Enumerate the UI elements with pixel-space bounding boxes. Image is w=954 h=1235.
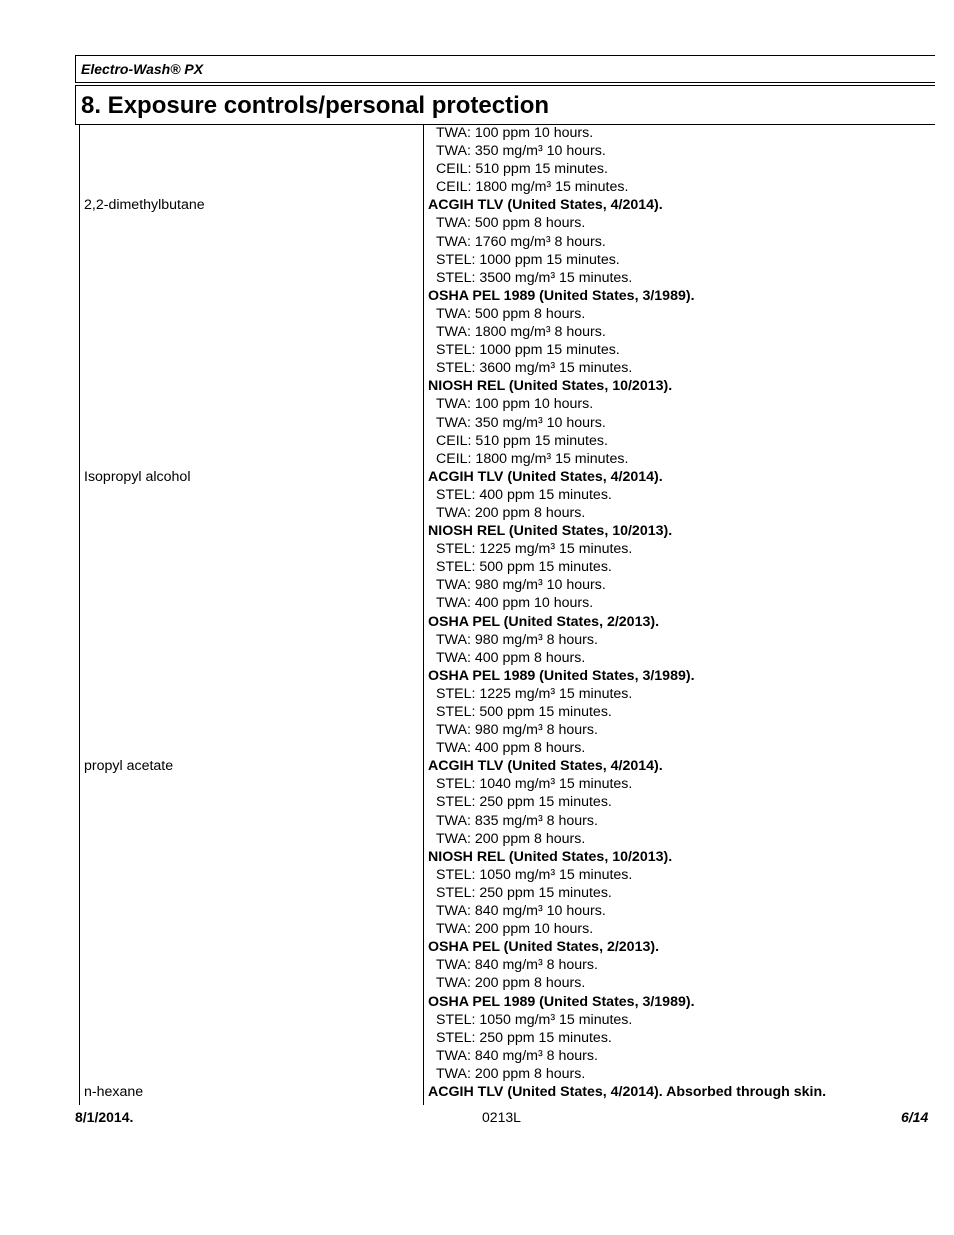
- footer-code: 0213L: [482, 1109, 521, 1125]
- exposure-limit: TWA: 350 mg/m³ 10 hours.: [436, 414, 606, 431]
- table-row: [0, 450, 954, 468]
- exposure-limit: TWA: 835 mg/m³ 8 hours.: [436, 812, 598, 829]
- exposure-limit: TWA: 980 mg/m³ 10 hours.: [436, 577, 606, 594]
- exposure-limit: TWA: 840 mg/m³ 8 hours.: [436, 1047, 598, 1064]
- regulatory-standard: ACGIH TLV (United States, 4/2014).: [428, 758, 663, 775]
- table-row: [0, 359, 954, 377]
- exposure-limit: STEL: 3500 mg/m³ 15 minutes.: [436, 269, 633, 286]
- regulatory-standard: ACGIH TLV (United States, 4/2014).: [428, 468, 663, 485]
- exposure-limit: STEL: 3600 mg/m³ 15 minutes.: [436, 360, 633, 377]
- table-row: [0, 974, 954, 992]
- exposure-limit: TWA: 100 ppm 10 hours.: [436, 125, 594, 141]
- exposure-limit: STEL: 1000 ppm 15 minutes.: [436, 251, 620, 268]
- section-title: 8. Exposure controls/personal protection: [81, 92, 550, 119]
- product-header: [75, 55, 935, 83]
- exposure-limits-table: [0, 124, 954, 1101]
- table-row: [0, 124, 954, 142]
- table-row: [0, 956, 954, 974]
- exposure-limit: STEL: 1225 mg/m³ 15 minutes.: [436, 685, 633, 702]
- table-row: [0, 432, 954, 450]
- exposure-limit: TWA: 1800 mg/m³ 8 hours.: [436, 324, 606, 341]
- exposure-limit: CEIL: 1800 mg/m³ 15 minutes.: [436, 179, 629, 196]
- exposure-limit: TWA: 840 mg/m³ 8 hours.: [436, 957, 598, 974]
- table-row: [0, 703, 954, 721]
- section-header: [75, 85, 935, 125]
- exposure-limit: STEL: 1050 mg/m³ 15 minutes.: [436, 866, 633, 883]
- exposure-limit: STEL: 1050 mg/m³ 15 minutes.: [436, 1011, 633, 1028]
- table-row: [0, 902, 954, 920]
- exposure-limit: STEL: 1225 mg/m³ 15 minutes.: [436, 541, 633, 558]
- table-row: [0, 1011, 954, 1029]
- exposure-limit: TWA: 200 ppm 10 hours.: [436, 921, 594, 938]
- regulatory-standard: ACGIH TLV (United States, 4/2014).: [428, 197, 663, 214]
- exposure-limit: CEIL: 1800 mg/m³ 15 minutes.: [436, 450, 629, 467]
- table-row: [0, 214, 954, 232]
- table-row: [0, 848, 954, 866]
- table-row: [0, 667, 954, 685]
- exposure-limit: STEL: 400 ppm 15 minutes.: [436, 486, 612, 503]
- table-row: [0, 685, 954, 703]
- exposure-limit: TWA: 200 ppm 8 hours.: [436, 830, 586, 847]
- table-row: [0, 884, 954, 902]
- footer-date: 8/1/2014.: [75, 1109, 134, 1125]
- table-row: [0, 251, 954, 269]
- exposure-limit: STEL: 250 ppm 15 minutes.: [436, 884, 612, 901]
- table-row: [0, 142, 954, 160]
- table-row: [0, 938, 954, 956]
- exposure-limit: STEL: 1040 mg/m³ 15 minutes.: [436, 776, 633, 793]
- regulatory-standard: OSHA PEL (United States, 2/2013).: [428, 613, 660, 630]
- table-row: [0, 1029, 954, 1047]
- regulatory-standard: NIOSH REL (United States, 10/2013).: [428, 848, 673, 865]
- regulatory-standard: OSHA PEL 1989 (United States, 3/1989).: [428, 667, 695, 684]
- regulatory-standard: NIOSH REL (United States, 10/2013).: [428, 378, 673, 395]
- table-row: [0, 540, 954, 558]
- table-row: [0, 721, 954, 739]
- table-row: [0, 866, 954, 884]
- exposure-limit: TWA: 400 ppm 8 hours.: [436, 649, 586, 666]
- exposure-limit: CEIL: 510 ppm 15 minutes.: [436, 161, 608, 178]
- exposure-limit: CEIL: 510 ppm 15 minutes.: [436, 432, 608, 449]
- exposure-limit: TWA: 350 mg/m³ 10 hours.: [436, 143, 606, 160]
- table-row: [0, 269, 954, 287]
- table-row: [0, 594, 954, 612]
- table-row: [0, 613, 954, 631]
- exposure-limit: TWA: 500 ppm 8 hours.: [436, 215, 586, 232]
- table-row: [0, 757, 954, 775]
- exposure-limit: STEL: 500 ppm 15 minutes.: [436, 704, 612, 720]
- substance-name: propyl acetate: [84, 758, 174, 775]
- table-row: [0, 649, 954, 667]
- table-row: [0, 993, 954, 1011]
- exposure-limit: STEL: 250 ppm 15 minutes.: [436, 794, 612, 811]
- exposure-limit: TWA: 980 mg/m³ 8 hours.: [436, 722, 598, 739]
- table-row: [0, 522, 954, 540]
- table-row: [0, 558, 954, 576]
- regulatory-standard: OSHA PEL 1989 (United States, 3/1989).: [428, 287, 695, 304]
- table-row: [0, 504, 954, 522]
- exposure-limit: TWA: 840 mg/m³ 10 hours.: [436, 903, 606, 920]
- product-name: Electro-Wash® PX: [81, 61, 204, 77]
- regulatory-standard: NIOSH REL (United States, 10/2013).: [428, 523, 673, 540]
- exposure-limit: TWA: 200 ppm 8 hours.: [436, 1065, 586, 1082]
- table-row: [0, 1065, 954, 1083]
- regulatory-standard: OSHA PEL (United States, 2/2013).: [428, 939, 660, 956]
- exposure-limit: TWA: 200 ppm 8 hours.: [436, 975, 586, 992]
- table-row: [0, 305, 954, 323]
- table-row: [0, 395, 954, 413]
- table-row: [0, 830, 954, 848]
- exposure-limit: TWA: 400 ppm 10 hours.: [436, 595, 594, 612]
- table-row: [0, 793, 954, 811]
- table-row: [0, 631, 954, 649]
- table-row: [0, 576, 954, 594]
- table-row: [0, 1083, 954, 1101]
- exposure-limit: TWA: 1760 mg/m³ 8 hours.: [436, 233, 606, 250]
- table-row: [0, 323, 954, 341]
- table-row: [0, 178, 954, 196]
- exposure-limit: STEL: 500 ppm 15 minutes.: [436, 559, 612, 576]
- regulatory-standard: OSHA PEL 1989 (United States, 3/1989).: [428, 993, 695, 1010]
- table-row: [0, 160, 954, 178]
- exposure-limit: STEL: 1000 ppm 15 minutes.: [436, 342, 620, 359]
- regulatory-standard: ACGIH TLV (United States, 4/2014). Absorbed through skin.: [428, 1083, 827, 1100]
- table-row: [0, 196, 954, 214]
- exposure-limit: TWA: 100 ppm 10 hours.: [436, 396, 594, 413]
- table-row: [0, 1047, 954, 1065]
- exposure-limit: TWA: 500 ppm 8 hours.: [436, 305, 586, 322]
- table-row: [0, 377, 954, 395]
- exposure-limit: TWA: 400 ppm 8 hours.: [436, 740, 586, 757]
- substance-name: Isopropyl alcohol: [84, 468, 191, 485]
- table-row: [0, 468, 954, 486]
- table-row: [0, 341, 954, 359]
- footer-page-number: 6/14: [901, 1109, 929, 1125]
- table-row: [0, 739, 954, 757]
- table-row: [0, 775, 954, 793]
- table-row: [0, 812, 954, 830]
- table-row: [0, 414, 954, 432]
- substance-name: n-hexane: [84, 1083, 144, 1100]
- exposure-limit: TWA: 200 ppm 8 hours.: [436, 504, 586, 521]
- exposure-limit: TWA: 980 mg/m³ 8 hours.: [436, 631, 598, 648]
- substance-name: 2,2-dimethylbutane: [84, 197, 205, 214]
- table-row: [0, 287, 954, 305]
- table-row: [0, 486, 954, 504]
- table-row: [0, 233, 954, 251]
- table-row: [0, 920, 954, 938]
- exposure-limit: STEL: 250 ppm 15 minutes.: [436, 1029, 612, 1046]
